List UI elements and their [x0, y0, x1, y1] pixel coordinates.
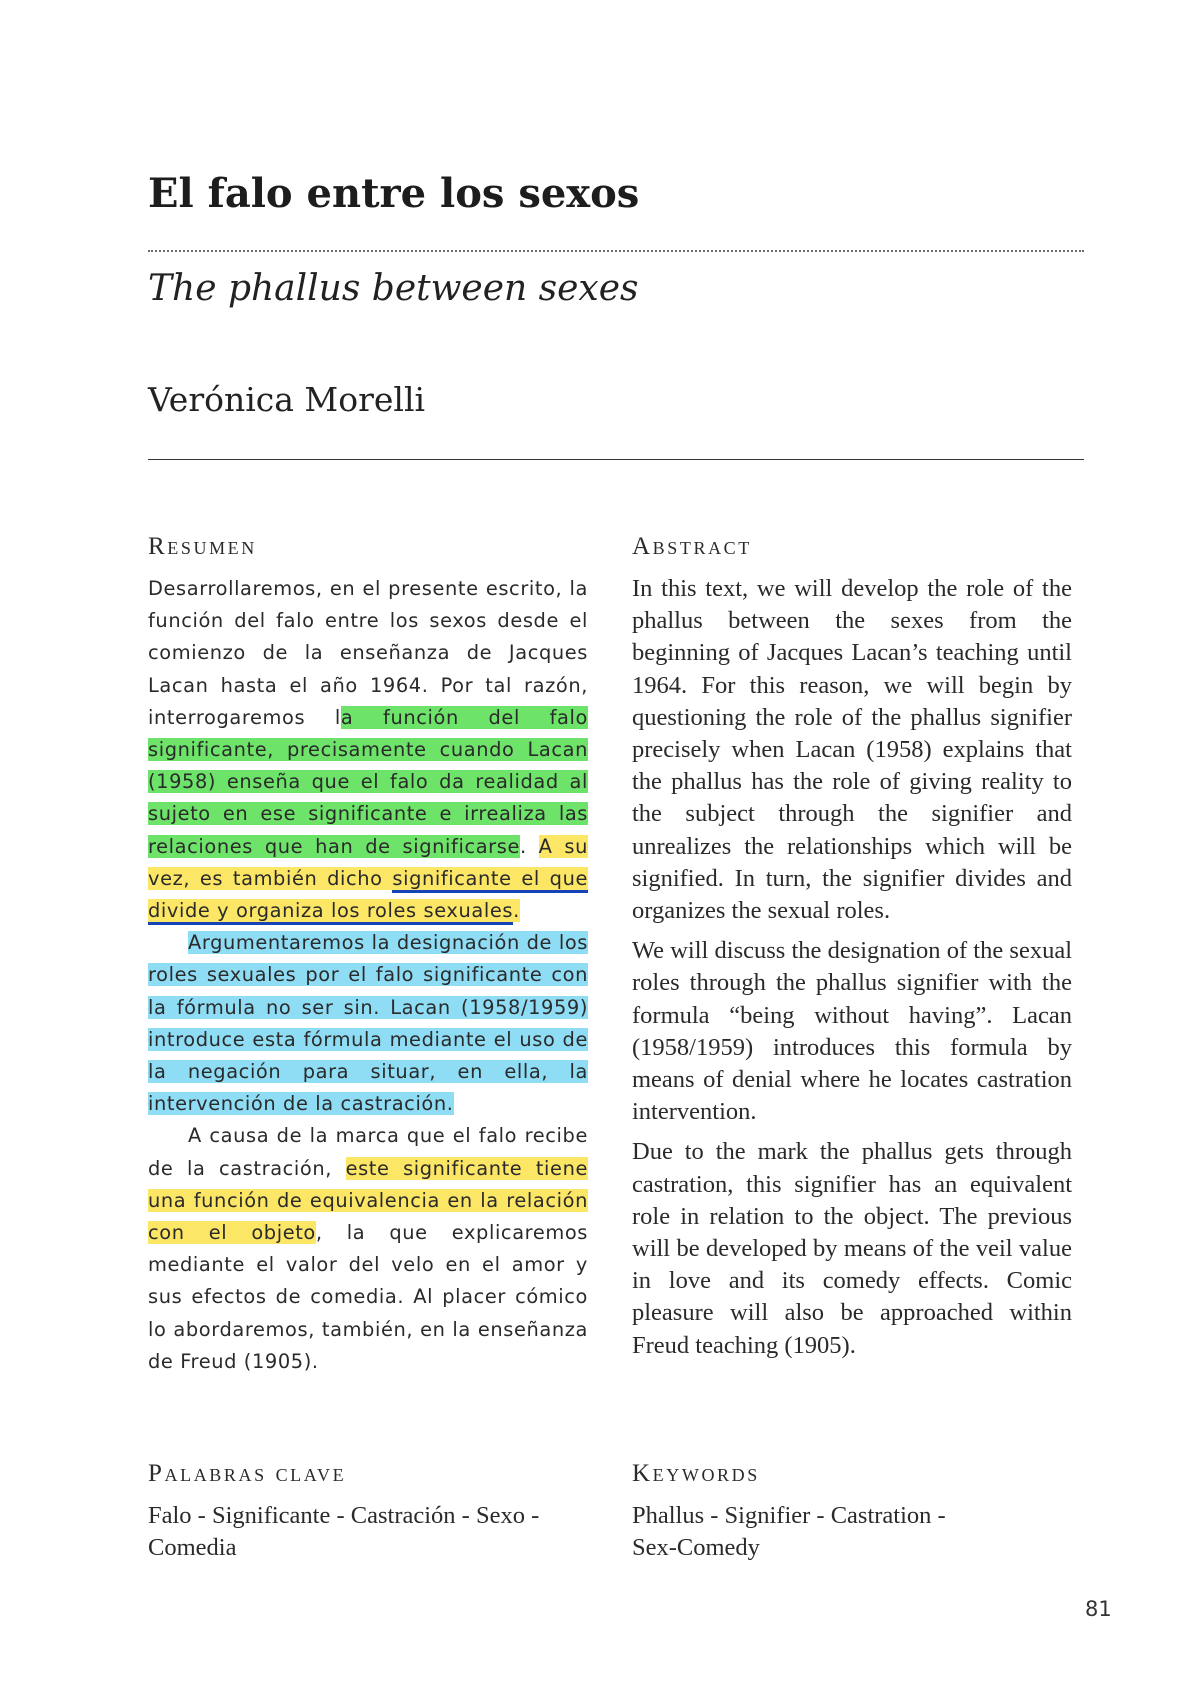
highlighted-text-yellow: este significante tiene una función de equivalencia en la relación con el objeto [148, 1156, 588, 1245]
highlighted-text-yellow-underline: significante el que divide y organiza los roles sexuales [148, 867, 588, 925]
abstract-paragraph-3: Due to the mark the phallus gets through castration, this signifier has an equivalent role in relation to the object. The previous will be developed by means of the veil value in love and its comedy effects. Comic pleasure will also be approached within Freud teaching (1905). [632, 1138, 1072, 1359]
highlighted-text-yellow: A su vez, es también dicho [148, 834, 588, 890]
resumen-paragraph-3 [148, 1120, 588, 1378]
highlighted-text-green: a función del falo significante, precisamente cuando Lacan (1958) enseña que el falo da realidad al sujeto en ese significante e irrealiza las relaciones que han de significarse [148, 705, 588, 858]
text-segment: , la que explicaremos mediante el valor del velo en el amor y sus efectos de comedia. Al placer cómico lo abordaremos, también, en la enseñanza de Freud (1905). [148, 1221, 589, 1373]
title-dotted-divider [148, 250, 1084, 252]
abstract-paragraph-2: We will discuss the designation of the sexual roles through the phallus signifier with the formula “being without having”. Lacan (1958/1959) introduces this formula by means of denial where he locates castration intervention. [632, 937, 1072, 1126]
keywords-list [632, 1500, 1072, 1564]
highlighted-text-yellow: . [513, 899, 520, 923]
abstract-heading: Abstract [632, 533, 752, 560]
keywords-line-2: Sex-Comedy [632, 1534, 760, 1561]
text-segment: . [520, 834, 539, 858]
palabras-clave-list [148, 1500, 588, 1564]
abstract-body [632, 573, 1072, 1362]
article-subtitle: The phallus between sexes [148, 268, 639, 309]
abstract-paragraph-1: In this text, we will develop the role of the phallus between the sexes from the beginning of Jacques Lacan’s teaching until 1964. For this reason, we will begin by questioning the role of the phallus signifier precisely when Lacan (1958) explains that the phallus has the role of giving reality to the subject through the signifier and unrealizes the relationships which will be signified. In turn, the signifier divides and organizes the sexual roles. [632, 575, 1072, 925]
keywords-heading: Keywords [632, 1460, 760, 1487]
keywords-line-1: Phallus - Signifier - Castration - [632, 1502, 946, 1529]
author-name: Verónica Morelli [148, 380, 426, 419]
page-number: 81 [1085, 1597, 1112, 1621]
palabras-clave-line-1: Falo - Significante - Castración - Sexo - [148, 1502, 540, 1529]
palabras-clave-line-2: Comedia [148, 1534, 237, 1561]
palabras-clave-heading: Palabras clave [148, 1460, 347, 1487]
text-segment: A causa de la marca que el falo recibe de la castración, [148, 1124, 588, 1180]
resumen-heading: Resumen [148, 533, 257, 560]
resumen-paragraph-1 [148, 573, 588, 927]
highlighted-text-blue: Argumentaremos la designación de los roles sexuales por el falo significante con la fórmula no ser sin. Lacan (1958/1959) introduce esta fórmula mediante el uso de la negación para situar, en ella, la intervención de la castración. [148, 931, 588, 1116]
text-segment: Desarrollaremos, en el presente escrito, la función del falo entre los sexos desde el comienzo de la enseñanza de Jacques Lacan hasta el año 1964. Por tal razón, interrogaremos l [148, 577, 588, 729]
header-divider [148, 459, 1084, 460]
article-title: El falo entre los sexos [148, 170, 640, 217]
resumen-body [148, 573, 588, 1378]
resumen-paragraph-2 [148, 927, 588, 1120]
